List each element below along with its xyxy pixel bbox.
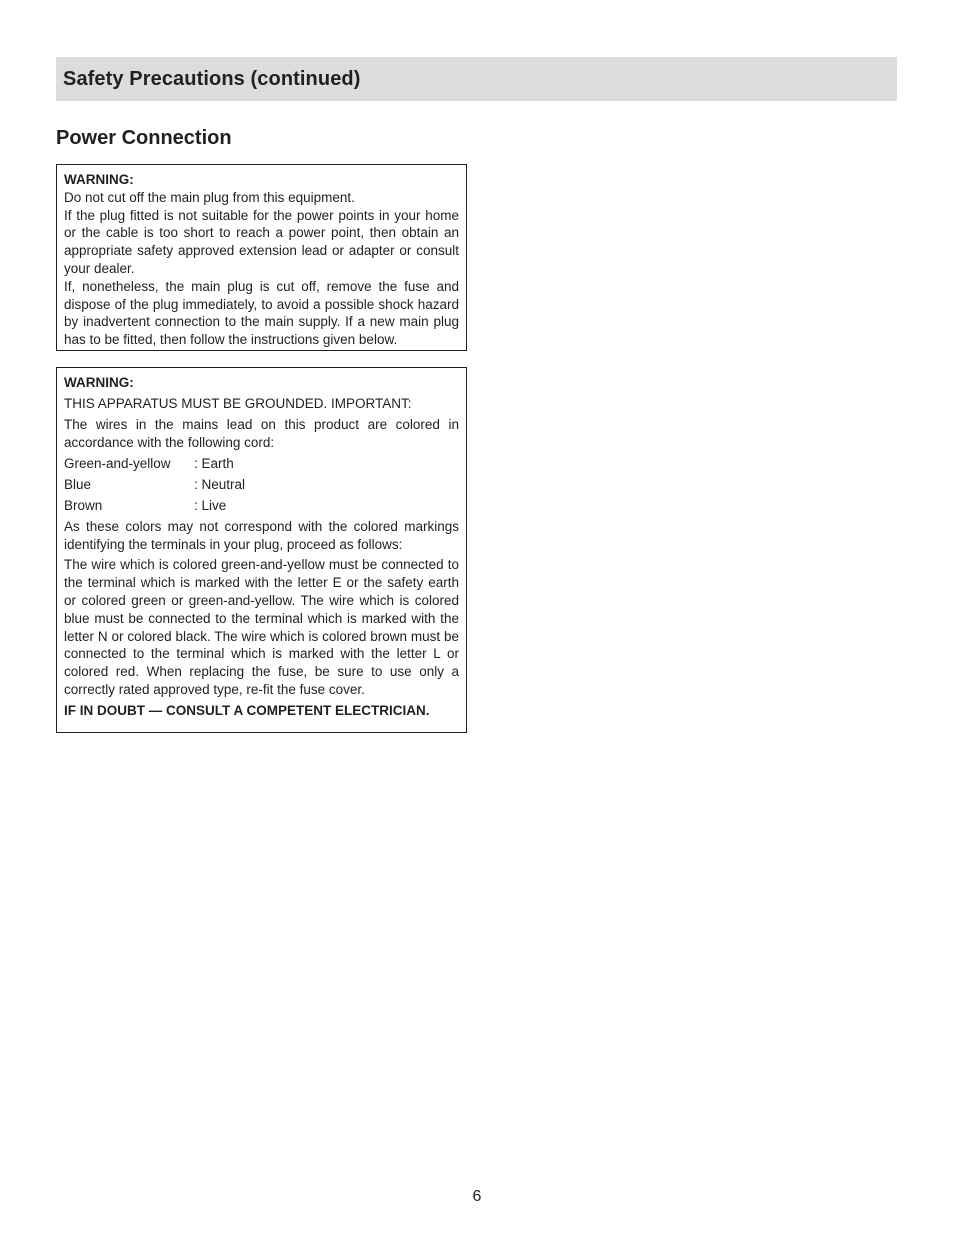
wire-function: : Earth [194,455,234,471]
wiring-instructions: The wire which is colored green-and-yellow must be connected to the terminal which is marked with the letter E or the safety earth or colored green or green-and-yellow. The wire which is colored blue must be connected to the terminal which is marked with the letter N or colored black. The wire which is colored brown must be connected to the terminal which is marked with the letter L or colored red. When replacing the fuse, be sure to use only a correctly rated approved type, re-fit the fuse cover. [64,557,459,698]
wire-intro: The wires in the mains lead on this product are colored in accordance with the following cord: [64,416,459,450]
grounded-statement: THIS APPARATUS MUST BE GROUNDED. IMPORTANT: [64,395,412,411]
section-title: Power Connection [56,127,232,149]
wire-color: Blue [64,476,92,492]
wire-function: : Live [194,497,227,513]
wire-row-live [64,497,459,515]
warning-box-grounding [56,367,467,733]
header-title: Safety Precautions (continued) [63,67,361,90]
header-bar [56,57,897,101]
warning-paragraph: If the plug fitted is not suitable for the power points in your home or the cable is too short to reach a power point, then obtain an appropriate safety approved extension lead or adapter or consult your dealer. [64,207,459,276]
wire-color: Brown [64,497,103,513]
consult-electrician: IF IN DOUBT — CONSULT A COMPETENT ELECTRICIAN. [64,703,430,719]
wire-row-neutral [64,476,459,494]
wire-function: : Neutral [194,476,246,492]
page-number: 6 [472,1188,482,1205]
wire-row-earth [64,455,459,473]
warning-paragraph: Do not cut off the main plug from this equipment. [64,189,355,205]
markings-note: As these colors may not correspond with the colored markings identifying the terminals in your plug, proceed as follows: [64,518,459,552]
warning-label: WARNING: [64,172,134,187]
warning-label: WARNING: [64,375,134,390]
wire-color: Green-and-yellow [64,455,171,471]
warning-box-plug [56,164,467,351]
warning-paragraph: If, nonetheless, the main plug is cut off, remove the fuse and dispose of the plug immediately, to avoid a possible shock hazard by inadvertent connection to the main supply. If a new main plug has to be fitted, then follow the instructions given below. [64,278,459,348]
